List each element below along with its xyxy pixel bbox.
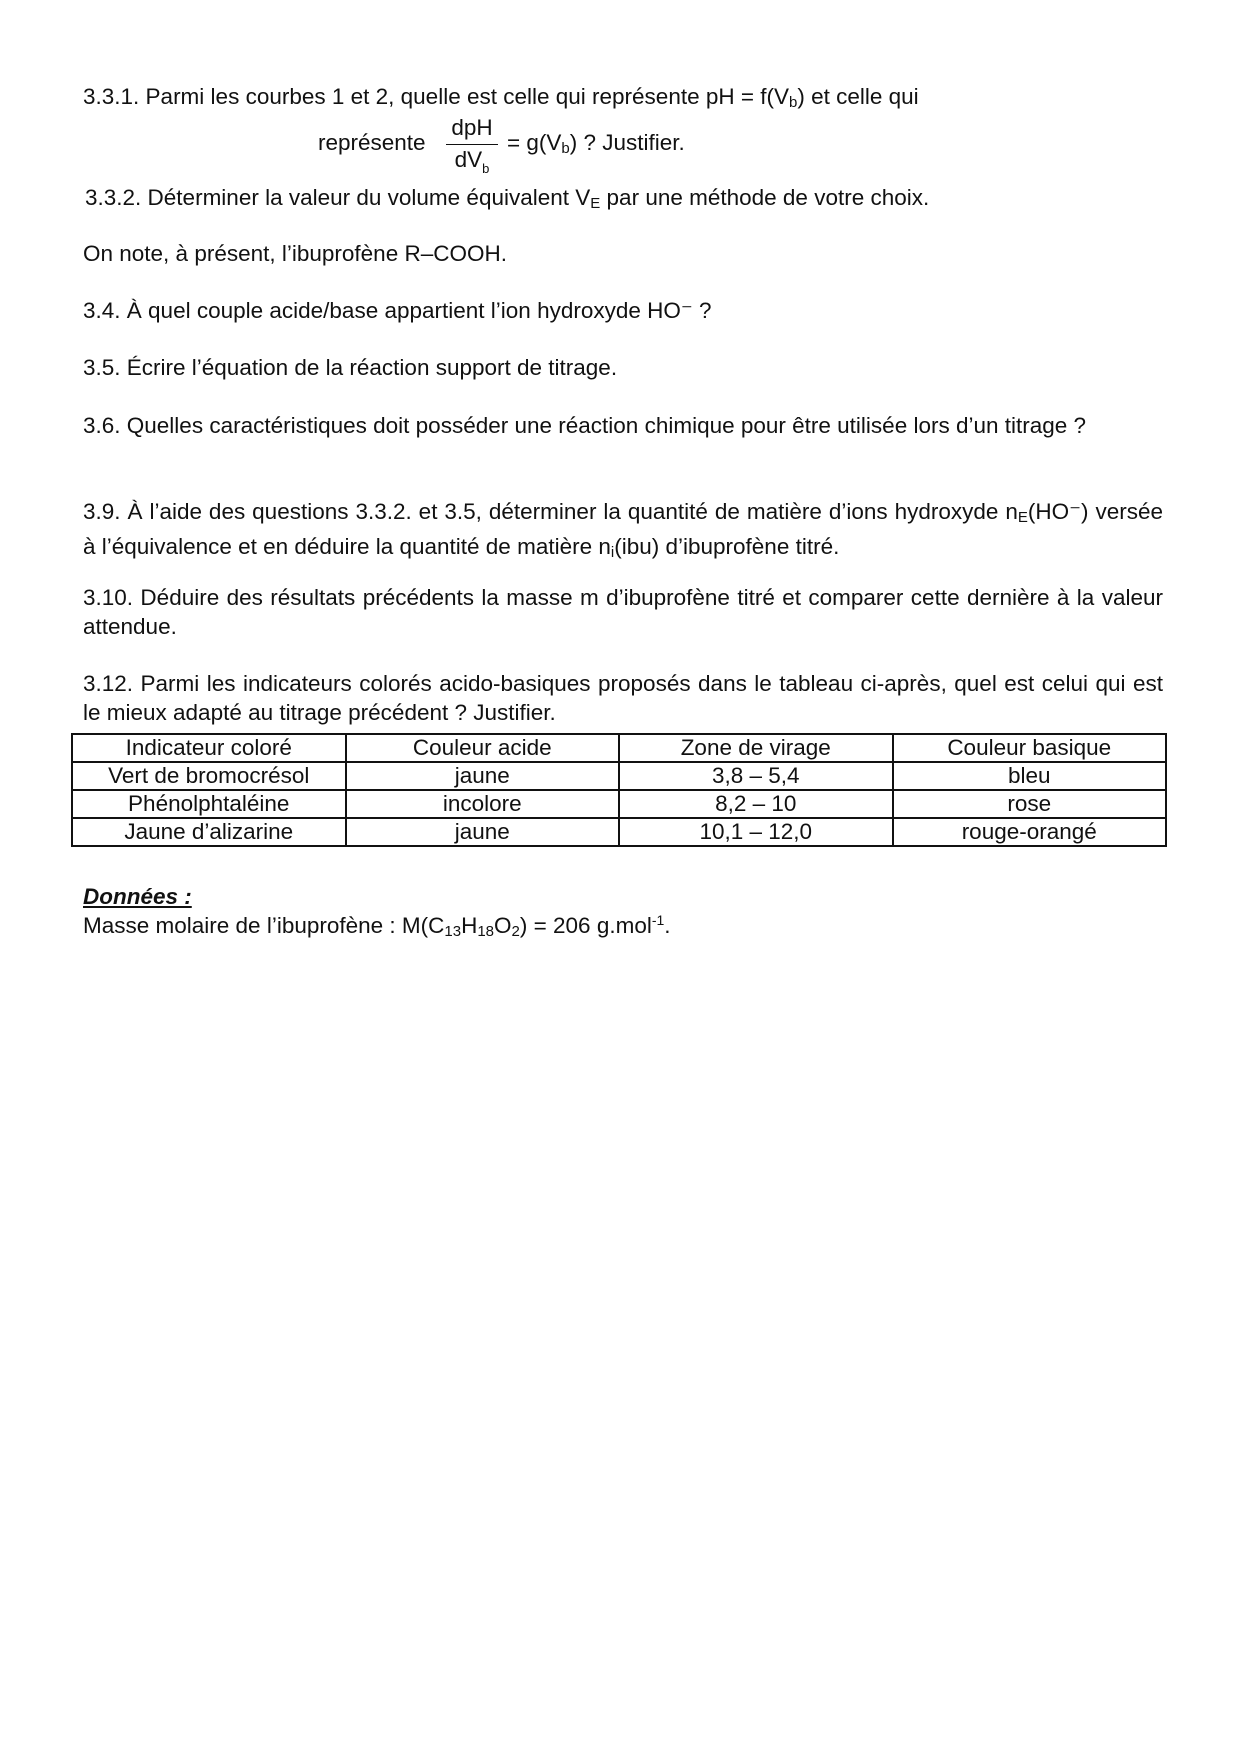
- derivative-fraction: [446, 115, 498, 182]
- table-header-row: [72, 734, 1166, 762]
- unit-exponent: -1: [651, 912, 665, 928]
- q331-text-end: ) et celle qui: [797, 84, 919, 109]
- molar-mass-period: .: [664, 913, 671, 938]
- q331-g-subscript: b: [561, 140, 570, 157]
- fraction-denominator: [446, 147, 498, 182]
- hydrogen-subscript: 18: [477, 923, 495, 940]
- fraction-denominator-text: dV: [454, 147, 483, 172]
- table-cell: 3,8 – 5,4: [619, 762, 893, 790]
- table-cell: Vert de bromocrésol: [72, 762, 346, 790]
- hydrogen-symbol: H: [461, 913, 478, 938]
- table-row: [72, 762, 1166, 790]
- table-cell: incolore: [346, 790, 620, 818]
- fraction-denominator-subscript: b: [482, 161, 490, 176]
- question-3-12: 3.12. Parmi les indicateurs colorés acido-basiques proposés dans le tableau ci-après, quel est celui qui est le mieux adapté au titrage précédent ? Justifier.: [83, 671, 1163, 725]
- table-header-cell: Zone de virage: [619, 734, 893, 762]
- question-3-10: 3.10. Déduire des résultats précédents la masse m d’ibuprofène titré et comparer cette dernière à la valeur attendue.: [83, 585, 1163, 639]
- ibuprofen-note: On note, à présent, l’ibuprofène R–COOH.: [83, 241, 507, 266]
- molar-mass-text: Masse molaire de l’ibuprofène : M(C: [83, 913, 445, 938]
- molar-mass-value: ) = 206 g.mol: [519, 913, 652, 938]
- q39-subscript-e: E: [1017, 509, 1028, 526]
- q332-text-end: par une méthode de votre choix.: [600, 185, 930, 210]
- table-row: [72, 818, 1166, 846]
- question-3-4: 3.4. À quel couple acide/base appartient l’ion hydroxyde HO⁻ ?: [83, 298, 712, 323]
- question-3-5: 3.5. Écrire l’équation de la réaction support de titrage.: [83, 355, 618, 380]
- indicator-table: [71, 733, 1167, 847]
- table-cell: Jaune d’alizarine: [72, 818, 346, 846]
- q331-g-text: = g(V: [507, 130, 562, 155]
- q39-text-end: (ibu) d’ibuprofène titré.: [614, 533, 840, 559]
- fraction-numerator: dpH: [451, 115, 493, 140]
- q331-subscript: b: [789, 94, 798, 111]
- data-heading: Données :: [83, 884, 192, 909]
- table-cell: 10,1 – 12,0: [619, 818, 893, 846]
- table-header-cell: Couleur acide: [346, 734, 620, 762]
- q332-subscript: E: [590, 195, 601, 212]
- question-3-9: [83, 498, 1163, 567]
- question-3-3-1-line1: [83, 84, 919, 111]
- table-cell: rose: [893, 790, 1167, 818]
- question-3-3-2: [85, 185, 929, 212]
- table-cell: jaune: [346, 762, 620, 790]
- table-cell: bleu: [893, 762, 1167, 790]
- q331-line2-end: [507, 130, 685, 157]
- q331-text: 3.3.1. Parmi les courbes 1 et 2, quelle est celle qui représente pH = f(V: [83, 84, 790, 109]
- q331-line2-label: représente: [318, 130, 426, 155]
- table-cell: jaune: [346, 818, 620, 846]
- table-cell: 8,2 – 10: [619, 790, 893, 818]
- carbon-subscript: 13: [444, 923, 462, 940]
- molar-mass-line: [83, 912, 671, 940]
- table-row: [72, 790, 1166, 818]
- table-header-cell: Couleur basique: [893, 734, 1167, 762]
- question-3-6: 3.6. Quelles caractéristiques doit posséder une réaction chimique pour être utilisée lors d’un titrage ?: [83, 413, 1087, 438]
- fraction-bar: [446, 144, 498, 145]
- table-cell: rouge-orangé: [893, 818, 1167, 846]
- table-header-cell: Indicateur coloré: [72, 734, 346, 762]
- table-cell: Phénolphtaléine: [72, 790, 346, 818]
- oxygen-subscript: 2: [511, 923, 520, 940]
- q39-text: 3.9. À l’aide des questions 3.3.2. et 3.5, déterminer la quantité de matière d’ions hydroxyde n: [83, 499, 1018, 524]
- q39-text-mid: (HO⁻) versée à l’équivalence et en déduire la quantité de matière n: [83, 499, 1163, 559]
- oxygen-symbol: O: [494, 913, 512, 938]
- q39-subscript-i: i: [610, 543, 615, 561]
- q331-justify: ) ? Justifier.: [569, 130, 685, 155]
- q332-text: 3.3.2. Déterminer la valeur du volume équivalent V: [85, 185, 591, 210]
